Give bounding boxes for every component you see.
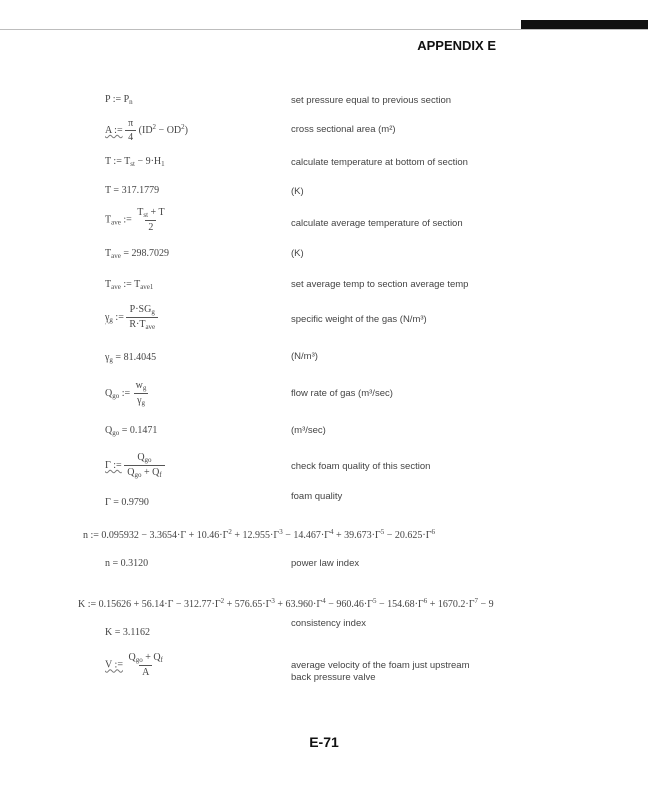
result-power-law-index: n = 0.3120 bbox=[105, 558, 149, 569]
formula-average-temperature: $T_{ave}$ := $\frac{T_{st} + T}{2}$ bbox=[105, 207, 165, 233]
comment: (K) bbox=[291, 186, 304, 197]
result-foam-quality: Γ = 0.9790 bbox=[105, 497, 149, 508]
result-specific-weight: $\gamma_g = 81.4045$ bbox=[105, 352, 157, 364]
comment: set average temp to section average temp bbox=[291, 279, 469, 290]
formula-gas-flow-rate: $Q_{go}$ := $\frac{w_g}{\gamma_g}$ bbox=[105, 380, 147, 407]
comment: foam quality bbox=[291, 491, 343, 502]
comment: specific weight of the gas (N/m³) bbox=[291, 314, 427, 325]
result-average-temperature: $T_{ave} = 298.7029$ bbox=[105, 248, 169, 260]
comment: back pressure valve bbox=[291, 672, 376, 683]
formula-set-average-temperature: $T_{ave}$ := $T_{ave1}$ bbox=[105, 279, 154, 291]
formula-specific-weight: $\gamma_g$ := $\frac{P\cdot SG_g}{R\cdot T_{ave}}$ bbox=[105, 304, 158, 331]
formula-area: A := $\frac{\pi}{4}$ $(ID^2 - OD^2)$ bbox=[105, 118, 188, 143]
result-gas-flow-rate: $Q_{go} = 0.1471$ bbox=[105, 425, 158, 437]
formula-consistency-index: K := $0.15626 + 56.14\cdot\Gamma - 312.77\cdot\Gamma^2 + 576.65\cdot\Gamma^3 + 63.960\cdot\Gamma^4 - 960.46\cdot\Gamma^5 - 154.68\cdot\Gamma^6 + 1670.2\cdot\Gamma^7 - 9$ bbox=[78, 597, 494, 610]
formula-foam-velocity: V := $\frac{Q_{go} + Q_f}{A}$ bbox=[105, 652, 163, 678]
comment: (K) bbox=[291, 248, 304, 259]
comment: set pressure equal to previous section bbox=[291, 95, 452, 106]
header-rule bbox=[0, 29, 648, 30]
result-consistency-index: K = 3.1162 bbox=[105, 627, 150, 638]
formula-temperature: T := $T_{st} - 9\cdot H_1$ bbox=[105, 156, 165, 168]
comment: calculate temperature at bottom of section bbox=[291, 157, 468, 168]
comment: average velocity of the foam just upstream bbox=[291, 660, 470, 671]
page-header-title: APPENDIX E bbox=[417, 38, 496, 53]
comment: flow rate of gas (m³/sec) bbox=[291, 388, 393, 399]
formula-foam-quality: Γ := $\frac{Q_{go}}{Q_{go} + Q_f}$ bbox=[105, 452, 165, 479]
comment: check foam quality of this section bbox=[291, 461, 431, 472]
comment: power law index bbox=[291, 558, 360, 569]
formula-power-law-index: n := $0.095932 - 3.3654\cdot\Gamma + 10.46\cdot\Gamma^2 + 12.955\cdot\Gamma^3 - 14.467\cdot\Gamma^4 + 39.673\cdot\Gamma^5 - 20.625\cdot\Gamma^6$ bbox=[83, 528, 435, 541]
formula-pressure: P := $P_n$ bbox=[105, 94, 133, 106]
comment: calculate average temperature of section bbox=[291, 218, 463, 229]
comment: cross sectional area (m²) bbox=[291, 124, 396, 135]
comment: (m³/sec) bbox=[291, 425, 326, 436]
comment: (N/m³) bbox=[291, 351, 318, 362]
comment: consistency index bbox=[291, 618, 366, 629]
page-number: E-71 bbox=[309, 734, 339, 750]
header-bar bbox=[521, 20, 648, 29]
result-temperature: T = 317.1779 bbox=[105, 185, 160, 196]
